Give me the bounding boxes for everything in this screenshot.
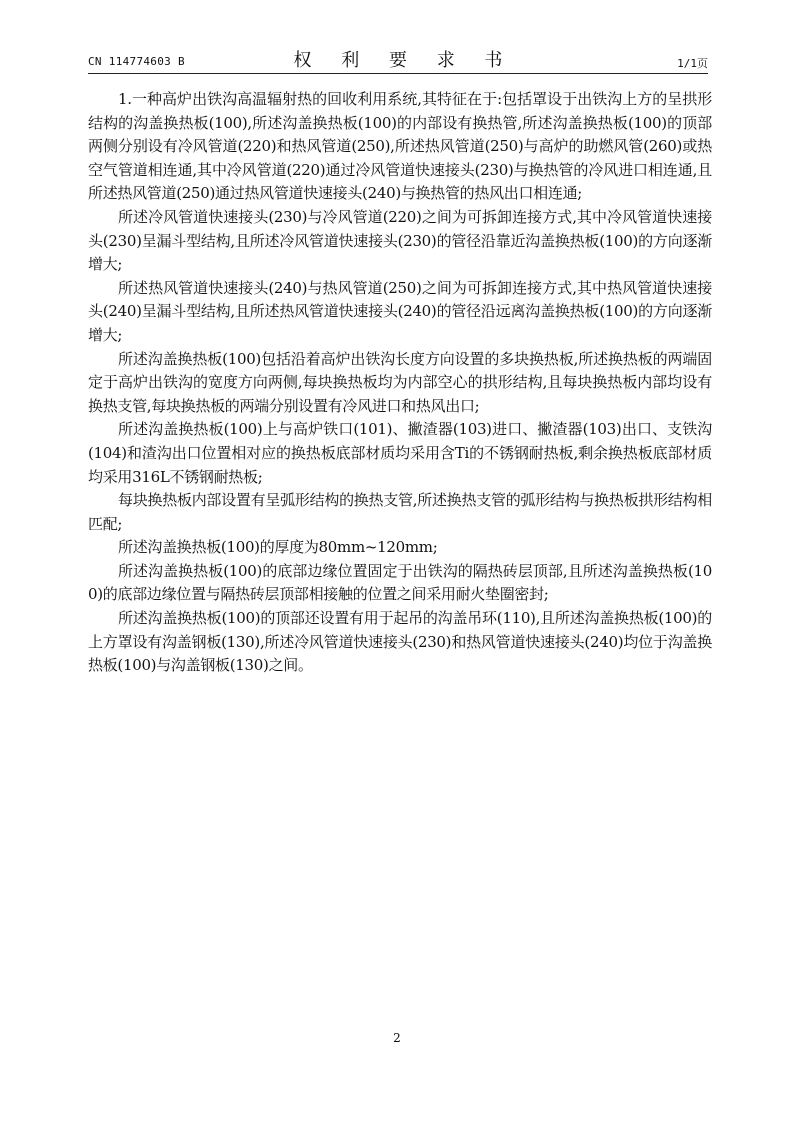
claim-paragraph-edge-sealing: 所述沟盖换热板(100)的底部边缘位置固定于出铁沟的隔热砖层顶部,且所述沟盖换热板(100)的底部边缘位置与隔热砖层顶部相接触的位置之间采用耐火垫圈密封; [88, 561, 712, 604]
page-indicator: 1/1页 [677, 57, 708, 70]
document-title: 权 利 要 求 书 [293, 50, 515, 71]
page-number: 2 [393, 1031, 401, 1045]
claims-body [88, 88, 712, 678]
claim-paragraph-lifting-ring: 所述沟盖换热板(100)的顶部还设置有用于起吊的沟盖吊环(110),且所述沟盖换热板(100)的上方罩设有沟盖钢板(130),所述冷风管道快速接头(230)和热风管道快速接头(240)均位于沟盖换热板(100)与沟盖钢板(130)之间。 [88, 609, 712, 675]
claim-paragraph-thickness: 所述沟盖换热板(100)的厚度为80mm~120mm; [118, 538, 438, 557]
claim-paragraph-plate-materials: 所述沟盖换热板(100)上与高炉铁口(101)、撇渣器(103)进口、撇渣器(103)出口、支铁沟(104)和渣沟出口位置相对应的换热板底部材质均采用含Ti的不锈钢耐热板,剩余换热板底部材质均采用316L不锈钢耐热板; [88, 420, 712, 486]
patent-number: CN 114774603 B [88, 55, 185, 68]
claim-1-paragraph: 1.一种高炉出铁沟高温辐射热的回收利用系统,其特征在于:包括罩设于出铁沟上方的呈拱形结构的沟盖换热板(100),所述沟盖换热板(100)的内部设有换热管,所述沟盖换热板(100)的顶部两侧分别设有冷风管道(220)和热风管道(250),所述热风管道(250)与高炉的助燃风管(260)或热空气管道相连通,其中冷风管道(220)通过冷风管道快速接头(230)与换热管的冷风进口相连通,且所述热风管道(250)通过热风管道快速接头(240)与换热管的热风出口相连通; [88, 90, 712, 203]
page-header [88, 46, 708, 76]
claim-paragraph-cold-air-connector: 所述冷风管道快速接头(230)与冷风管道(220)之间为可拆卸连接方式,其中冷风管道快速接头(230)呈漏斗型结构,且所述冷风管道快速接头(230)的管径沿靠近沟盖换热板(100)的方向逐渐增大; [88, 207, 712, 274]
header-divider [88, 73, 708, 74]
claim-paragraph-hot-air-connector: 所述热风管道快速接头(240)与热风管道(250)之间为可拆卸连接方式,其中热风管道快速接头(240)呈漏斗型结构,且所述热风管道快速接头(240)的管径沿远离沟盖换热板(100)的方向逐渐增大; [88, 278, 712, 344]
claim-paragraph-heat-exchange-plates: 所述沟盖换热板(100)包括沿着高炉出铁沟长度方向设置的多块换热板,所述换热板的两端固定于高炉出铁沟的宽度方向两侧,每块换热板均为内部空心的拱形结构,且每块换热板内部均设有换热支管,每块换热板的两端分别设置有冷风进口和热风出口; [88, 349, 712, 415]
claim-paragraph-branch-pipes: 每块换热板内部设置有呈弧形结构的换热支管,所述换热支管的弧形结构与换热板拱形结构相匹配; [88, 491, 712, 533]
